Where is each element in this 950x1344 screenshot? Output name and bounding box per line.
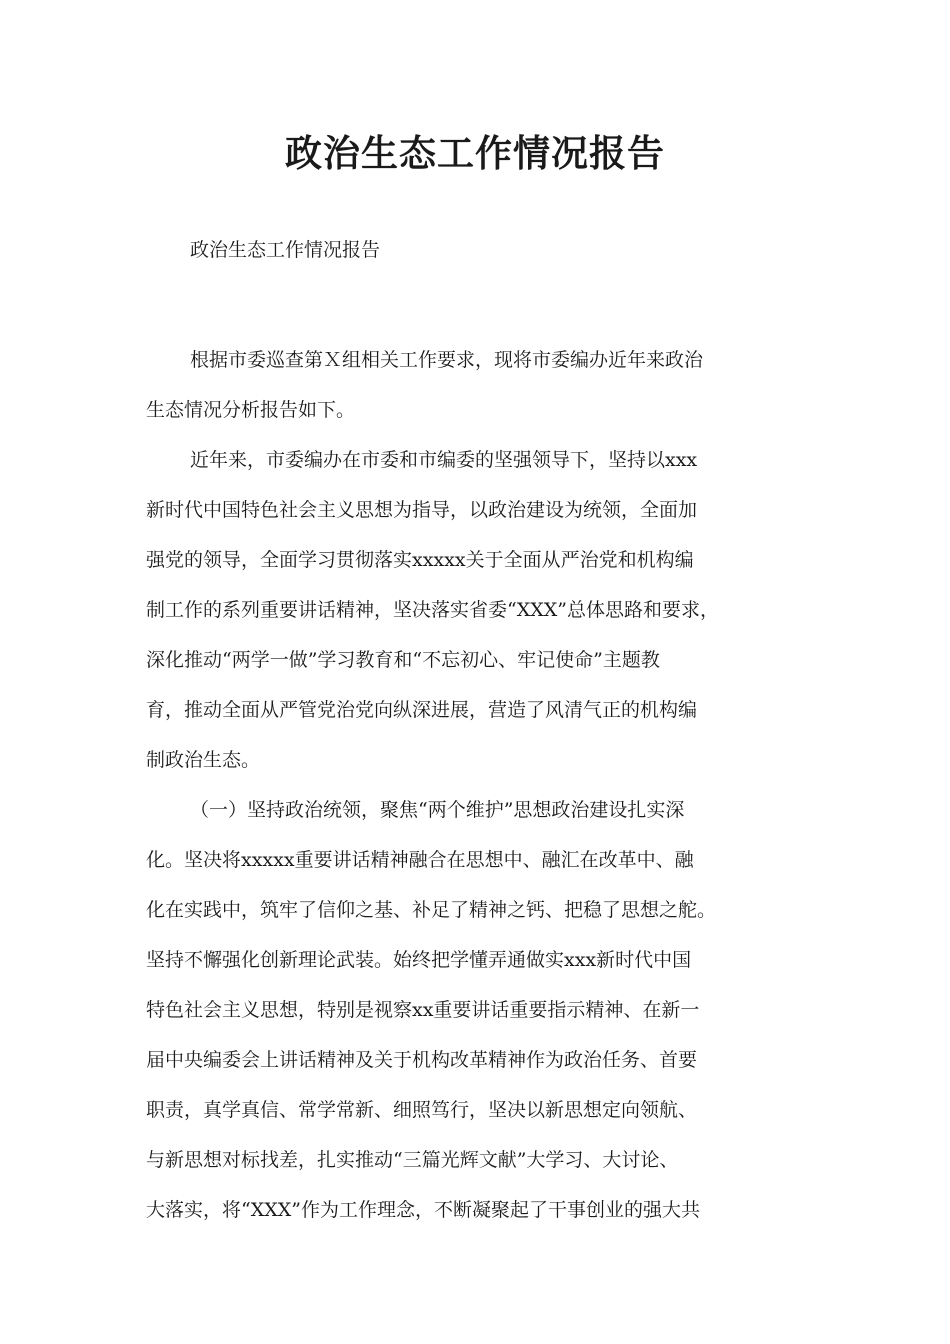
text-line: 职责，真学真信、常学常新、细照笃行，坚决以新思想定向领航、 xyxy=(146,1099,698,1121)
text-line: 根据市委巡查第Ｘ组相关工作要求，现将市委编办近年来政治 xyxy=(190,349,704,371)
text-line: 育，推动全面从严管党治党向纵深进展，营造了风清气正的机构编 xyxy=(146,699,698,721)
text-line: 新时代中国特色社会主义思想为指导，以政治建设为统领，全面加 xyxy=(146,499,698,521)
paragraph-intro xyxy=(146,335,826,435)
text-line: （一）坚持政治统领，聚焦“两个维护”思想政治建设扎实深 xyxy=(190,799,685,821)
text-line: 化。坚决将xxxxx重要讲话精神融合在思想中、融汇在改革中、融 xyxy=(146,849,694,871)
text-line: 与新思想对标找差，扎实推动“三篇光辉文献”大学习、大讨论、 xyxy=(146,1149,679,1171)
document-subtitle: 政治生态工作情况报告 xyxy=(190,239,381,261)
text-line: 强党的领导，全面学习贯彻落实xxxxx关于全面从严治党和机构编 xyxy=(146,549,694,571)
text-line: 坚持不懈强化创新理论武装。始终把学懂弄通做实xxx新时代中国 xyxy=(146,949,692,971)
document-title: 政治生态工作情况报告 xyxy=(285,132,665,175)
text-line: 近年来，市委编办在市委和市编委的坚强领导下，坚持以xxx xyxy=(190,449,698,471)
text-line: 制工作的系列重要讲话精神，坚决落实省委“XXX”总体思路和要求， xyxy=(146,599,720,621)
text-line: 化在实践中，筑牢了信仰之基、补足了精神之钙、把稳了思想之舵。 xyxy=(146,899,717,921)
paragraph-overview xyxy=(146,435,826,785)
paragraph-section-one xyxy=(146,785,826,1235)
text-line: 届中央编委会上讲话精神及关于机构改革精神作为政治任务、首要 xyxy=(146,1049,698,1071)
text-line: 生态情况分析报告如下。 xyxy=(146,399,356,421)
text-line: 特色社会主义思想，特别是视察xx重要讲话重要指示精神、在新一 xyxy=(146,999,700,1021)
text-line: 大落实，将“XXX”作为工作理念，不断凝聚起了干事创业的强大共 xyxy=(146,1199,701,1221)
text-line: 制政治生态。 xyxy=(146,749,261,771)
text-line: 深化推动“两学一做”学习教育和“不忘初心、牢记使命”主题教 xyxy=(146,649,660,671)
document-body xyxy=(146,335,826,1235)
